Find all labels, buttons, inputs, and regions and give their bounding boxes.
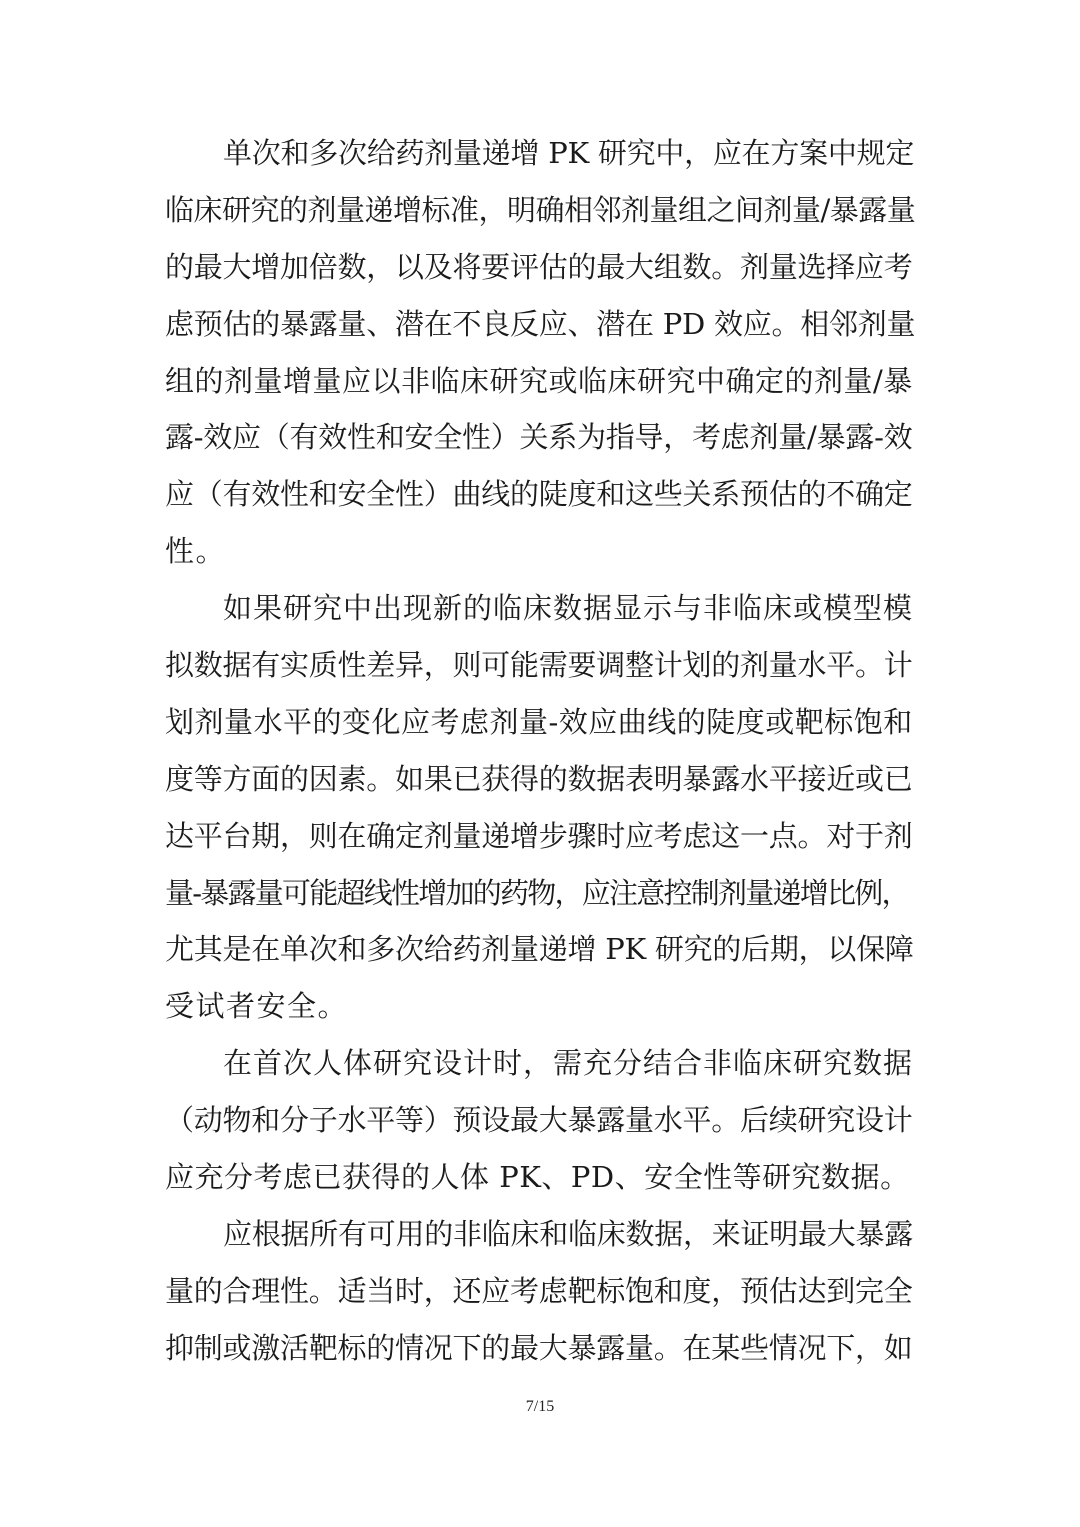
text-line: 受试者安全。 xyxy=(165,989,349,1024)
page-number: 7/15 xyxy=(525,1398,555,1415)
text-line: 抑制或激活靶标的情况下的最大暴露量。在某些情况下，如 xyxy=(165,1330,913,1365)
text-line: 拟数据有实质性差异，则可能需要调整计划的剂量水平。计 xyxy=(165,648,913,683)
paragraph-4 xyxy=(165,1206,915,1377)
text-line: 虑预估的暴露量、潜在不良反应、潜在 PD 效应。相邻剂量 xyxy=(165,306,916,341)
text-line: 划剂量水平的变化应考虑剂量-效应曲线的陡度或靶标饱和 xyxy=(165,704,913,739)
body-text xyxy=(165,125,915,1377)
text-line: 临床研究的剂量递增标准，明确相邻剂量组之间剂量/暴露量 xyxy=(165,192,916,227)
text-line: 应（有效性和安全性）曲线的陡度和这些关系预估的不确定 xyxy=(165,477,913,512)
text-line: 量的合理性。适当时，还应考虑靶标饱和度，预估达到完全 xyxy=(165,1273,913,1308)
paragraph-2 xyxy=(165,580,915,1035)
text-line: 在首次人体研究设计时，需充分结合非临床研究数据 xyxy=(223,1046,914,1081)
text-line: 应充分考虑已获得的人体 PK、PD、安全性等研究数据。 xyxy=(165,1160,910,1195)
paragraph-1 xyxy=(165,125,915,580)
text-line: 量-暴露量可能超线性增加的药物，应注意控制剂量递增比例， xyxy=(165,875,909,910)
text-line: 应根据所有可用的非临床和临床数据，来证明最大暴露 xyxy=(223,1216,914,1251)
text-line: 尤其是在单次和多次给药剂量递增 PK 研究的后期，以保障 xyxy=(165,932,914,967)
text-line: 性。 xyxy=(165,534,227,569)
text-line: 如果研究中出现新的临床数据显示与非临床或模型模 xyxy=(223,591,914,626)
text-line: 组的剂量增量应以非临床研究或临床研究中确定的剂量/暴 xyxy=(165,363,913,398)
text-line: 单次和多次给药剂量递增 PK 研究中，应在方案中规定 xyxy=(223,136,915,170)
text-line: （动物和分子水平等）预设最大暴露量水平。后续研究设计 xyxy=(165,1103,913,1138)
text-line: 露-效应（有效性和安全性）关系为指导，考虑剂量/暴露-效 xyxy=(165,420,913,455)
text-line: 的最大增加倍数，以及将要评估的最大组数。剂量选择应考 xyxy=(165,249,913,284)
paragraph-3 xyxy=(165,1035,915,1206)
text-line: 达平台期，则在确定剂量递增步骤时应考虑这一点。对于剂 xyxy=(165,818,913,853)
text-line: 度等方面的因素。如果已获得的数据表明暴露水平接近或已 xyxy=(165,761,913,796)
